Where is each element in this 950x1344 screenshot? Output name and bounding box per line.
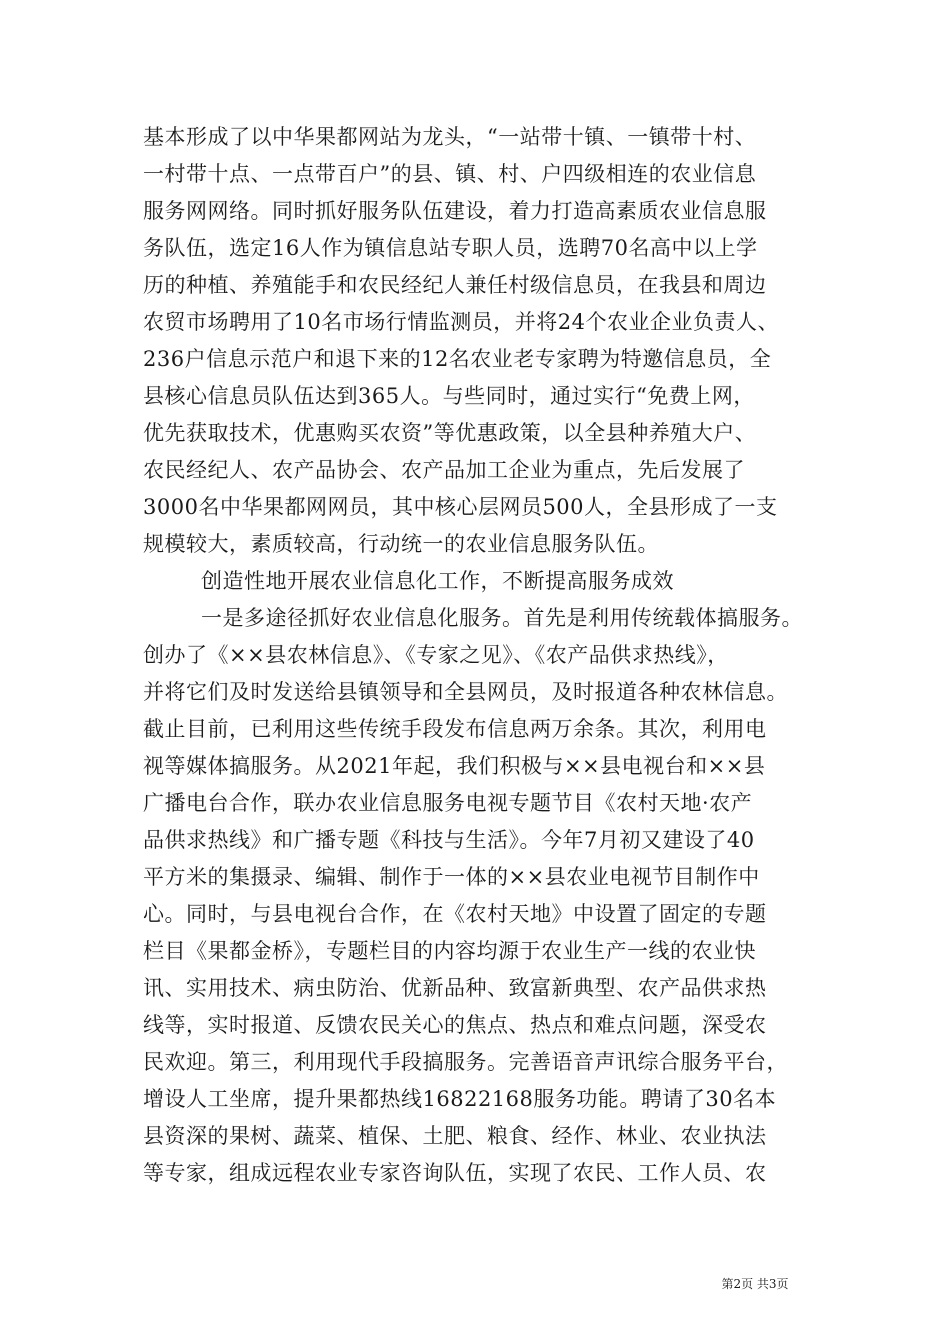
text-line: 236户信息示范户和退下来的12名农业老专家聘为特邀信息员，全 — [143, 347, 772, 371]
text-line: 并将它们及时发送给县镇领导和全县网员，及时报道各种农林信息。 — [143, 680, 788, 704]
text-line: 民欢迎。第三，利用现代手段搞服务。完善语音声讯综合服务平台， — [143, 1050, 788, 1074]
page-number: 第2页 共3页 — [721, 1277, 789, 1291]
text-line: 截止目前，已利用这些传统手段发布信息两万余条。其次，利用电 — [143, 717, 767, 741]
text-line: 基本形成了以中华果都网站为龙头，“一站带十镇、一镇带十村、 — [143, 125, 757, 149]
text-line: 线等，实时报道、反馈农民关心的焦点、热点和难点问题，深受农 — [143, 1013, 767, 1037]
text-line: 优先获取技术，优惠购买农资”等优惠政策，以全县种养殖大户、 — [143, 421, 757, 445]
text-line: 心。同时，与县电视台合作，在《农村天地》中设置了固定的专题 — [143, 902, 767, 926]
text-line: 广播电台合作，联办农业信息服务电视专题节目《农村天地·农产 — [143, 791, 753, 815]
text-line: 务队伍，选定16人作为镇信息站专职人员，选聘70名高中以上学 — [143, 236, 758, 260]
text-line: 县资深的果树、蔬菜、植保、土肥、粮食、经作、林业、农业执法 — [143, 1124, 767, 1148]
section-heading: 创造性地开展农业信息化工作，不断提高服务成效 — [201, 569, 674, 593]
text-line: 视等媒体搞服务。从2021年起，我们积极与××县电视台和××县 — [143, 754, 766, 778]
text-line: 历的种植、养殖能手和农民经纪人兼任村级信息员，在我县和周边 — [143, 273, 767, 297]
text-line: 一是多途径抓好农业信息化服务。首先是利用传统载体搞服务。 — [201, 606, 803, 630]
text-line: 平方米的集摄录、编辑、制作于一体的××县农业电视节目制作中 — [143, 865, 760, 889]
text-line: 创办了《××县农林信息》、《专家之见》、《农产品供求热线》， — [143, 643, 729, 667]
text-line: 增设人工坐席，提升果都热线16822168服务功能。聘请了30名本 — [143, 1087, 777, 1111]
text-line: 农贸市场聘用了10名市场行情监测员，并将24个农业企业负责人、 — [143, 310, 779, 334]
text-line: 3000名中华果都网网员，其中核心层网员500人，全县形成了一支 — [143, 495, 778, 519]
text-line: 农民经纪人、农产品协会、农产品加工企业为重点，先后发展了 — [143, 458, 745, 482]
text-line: 服务网网络。同时抓好服务队伍建设，着力打造高素质农业信息服 — [143, 199, 767, 223]
text-line: 规模较大，素质较高，行动统一的农业信息服务队伍。 — [143, 532, 659, 556]
text-line: 县核心信息员队伍达到365人。与些同时，通过实行“免费上网， — [143, 384, 755, 408]
text-line: 栏目《果都金桥》，专题栏目的内容均源于农业生产一线的农业快 — [143, 939, 756, 963]
text-line: 一村带十点、一点带百户”的县、镇、村、户四级相连的农业信息 — [143, 162, 757, 186]
text-line: 讯、实用技术、病虫防治、优新品种、致富新典型、农产品供求热 — [143, 976, 767, 1000]
text-line: 品供求热线》和广播专题《科技与生活》。今年7月初又建设了40 — [143, 828, 755, 852]
text-line: 等专家，组成远程农业专家咨询队伍，实现了农民、工作人员、农 — [143, 1161, 767, 1185]
